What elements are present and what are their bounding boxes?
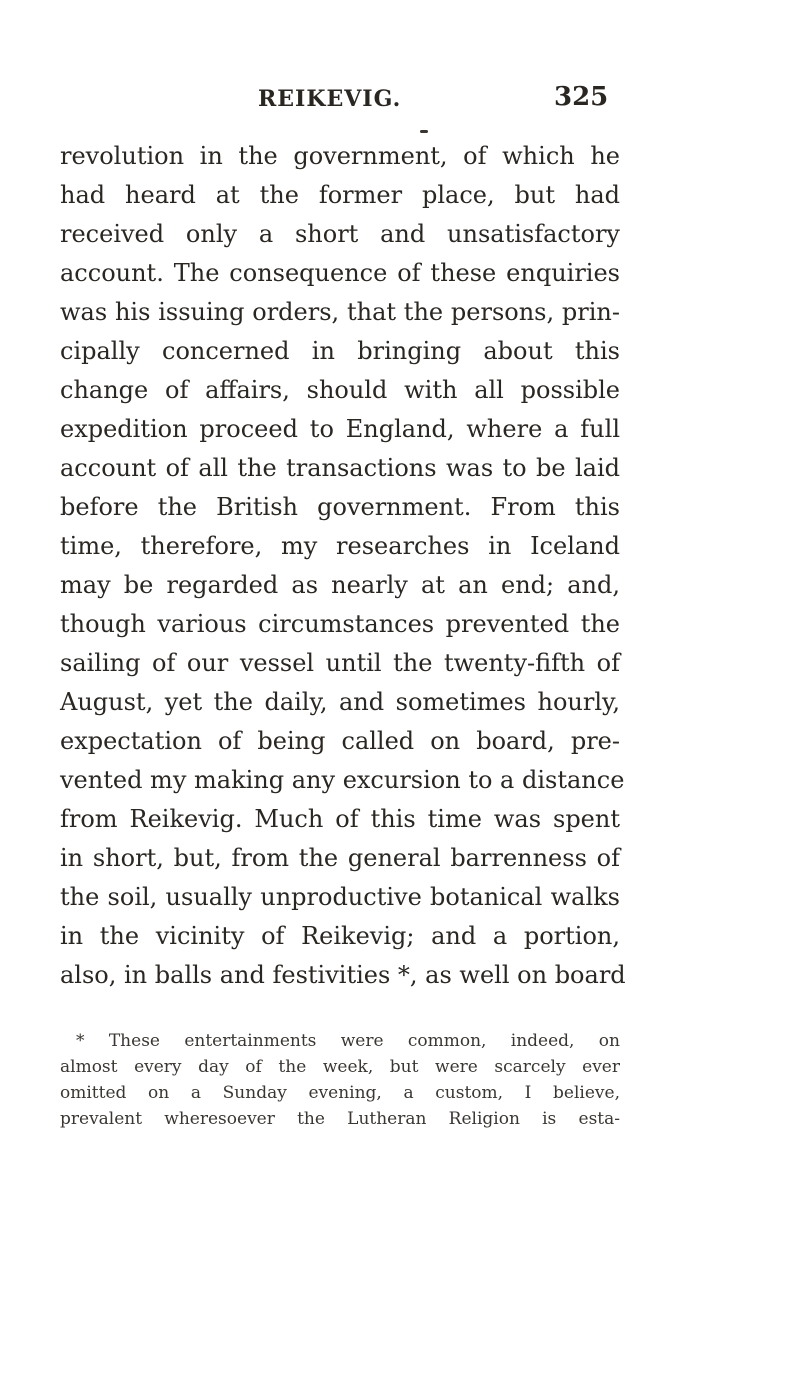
body-line: in the vicinity of Reikevig; and a portion, [60,922,620,950]
footnote-line: omitted on a Sunday evening, a custom, I believe, [60,1083,620,1103]
body-line: August, yet the daily, and sometimes hourly, [60,688,620,716]
body-line: before the British government. From this [60,493,620,521]
body-line: cipally concerned in bringing about this [60,337,620,365]
body-line: vented my making any excursion to a distance [60,766,625,794]
page-number: 325 [554,82,609,112]
body-line: may be regarded as nearly at an end; and, [60,571,620,599]
footnote-line: prevalent wheresoever the Lutheran Religion is esta- [60,1109,620,1129]
body-line: though various circumstances prevented the [60,610,620,638]
body-line: account of all the transactions was to be laid [60,454,620,482]
footnote [60,1028,620,1132]
body-line: time, therefore, my researches in Iceland [60,532,620,560]
body-line: expedition proceed to England, where a full [60,415,620,443]
body-line: change of affairs, should with all possible [60,376,620,404]
footnote-line: * These entertainments were common, indeed, on [76,1031,620,1051]
body-text [60,137,626,995]
footnote-line: almost every day of the week, but were scarcely ever [60,1057,620,1077]
body-line: sailing of our vessel until the twenty-fifth of [60,649,620,677]
body-line: revolution in the government, of which he [60,142,620,170]
body-line: received only a short and unsatisfactory [60,220,620,248]
body-line: the soil, usually unproductive botanical walks [60,883,620,911]
body-line: from Reikevig. Much of this time was spent [60,805,620,833]
running-head: REIKEVIG. [258,86,402,112]
body-line: was his issuing orders, that the persons, prin- [60,298,620,326]
body-line: expectation of being called on board, pre- [60,727,620,755]
body-line: account. The consequence of these enquiries [60,259,620,287]
body-line: had heard at the former place, but had [60,181,620,209]
body-line: in short, but, from the general barrenness of [60,844,620,872]
body-line: also, in balls and festivities *, as well on board [60,961,626,989]
ink-mark [420,130,428,133]
